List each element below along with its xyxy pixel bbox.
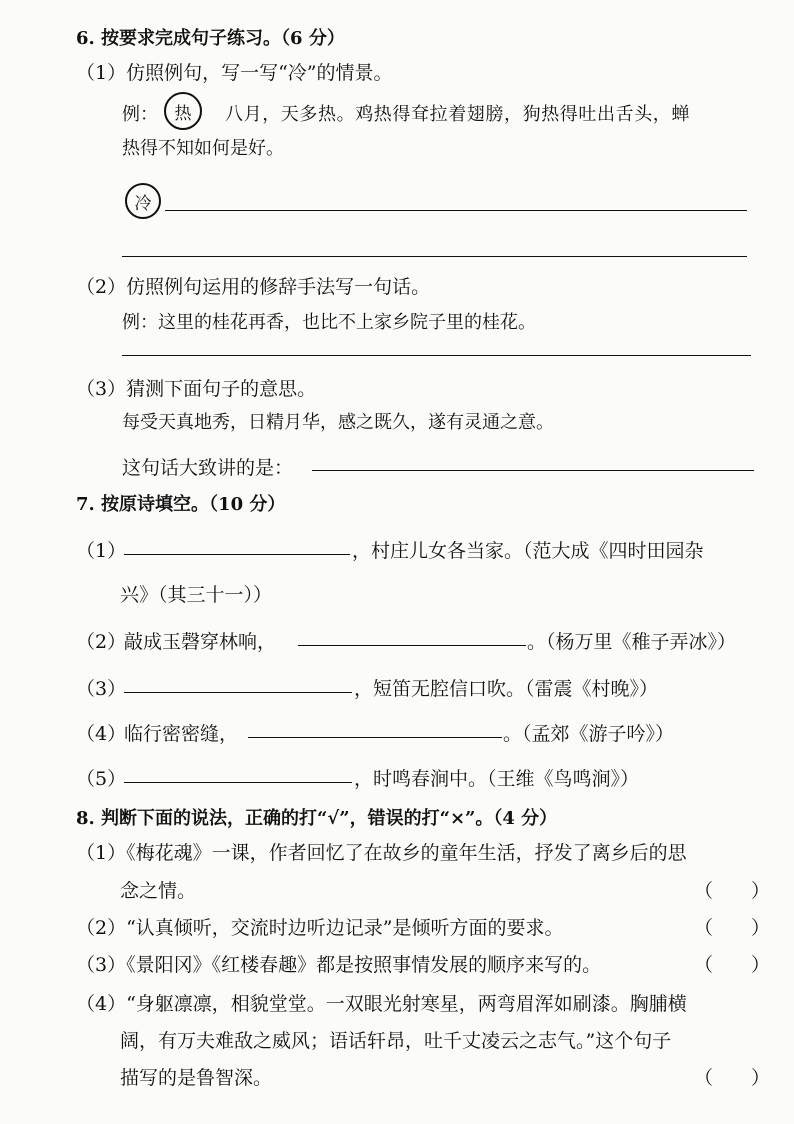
example-circle-char: 热 [174, 103, 192, 124]
q8-title: 8. 判断下面的说法，正确的打“√”，错误的打“×”。（4 分） [76, 808, 558, 829]
q8-item4-line2: 阔，有万夫难敌之威风；语话轩昂，吐千丈凌云之志气。”这个句子 [120, 1030, 672, 1052]
q7-item4-before: 临行密密缝， [124, 723, 239, 745]
paren-close: ） [751, 917, 771, 939]
q7-item4-blank[interactable] [248, 737, 502, 738]
q6-part2-answer-line[interactable] [122, 355, 751, 356]
q7-item1-cont: 兴》（其三十一）） [120, 584, 273, 606]
paren-open: （ [694, 880, 714, 902]
q6-part1-label: （1）仿照例句，写一写“冷”的情景。 [76, 62, 393, 84]
q6-part2-label: （2）仿照例句运用的修辞手法写一句话。 [76, 276, 431, 298]
q8-item4-line1: （4）“身躯凛凛，相貌堂堂。一双眼光射寒星，两弯眉浑如刷漆。胸脯横 [76, 993, 687, 1015]
q8-item2-line1: （2）“认真倾听，交流时边听边记录”是倾听方面的要求。 [76, 917, 564, 939]
answer-circle-leng [125, 183, 161, 219]
paren-close: ） [751, 1067, 771, 1089]
example-circle-re [164, 92, 202, 130]
q6-example-prefix: 例： [122, 104, 158, 125]
paren-close: ） [751, 880, 771, 902]
q6-example-line2: 热得不知如何是好。 [122, 138, 284, 159]
q8-item1-answer-bracket[interactable] [694, 876, 770, 903]
q7-item2-after: 。（杨万里《稚子弄冰》） [527, 631, 737, 653]
q6-part1-answer-line-1[interactable] [165, 210, 747, 211]
q7-item1-after: ，村庄儿女各当家。（范大成《四时田园杂 [352, 540, 704, 562]
q7-item1-blank[interactable] [124, 554, 350, 555]
q6-example-line1: 八月，天多热。鸡热得耷拉着翅膀，狗热得吐出舌头，蝉 [225, 104, 690, 125]
q6-part3-sentence: 每受天真地秀，日精月华，感之既久，遂有灵通之意。 [122, 412, 554, 433]
q8-item4-answer-bracket[interactable] [694, 1063, 770, 1090]
q6-part3-prompt: 这句话大致讲的是： [122, 457, 294, 479]
q6-part3-answer-line[interactable] [312, 470, 754, 471]
q6-part1-answer-line-2[interactable] [122, 256, 747, 257]
q6-part3-label: （3）猜测下面句子的意思。 [76, 378, 317, 400]
paren-open: （ [694, 1067, 714, 1089]
q7-item5-blank[interactable] [124, 782, 352, 783]
q8-item4-line3: 描写的是鲁智深。 [120, 1067, 273, 1089]
q6-part2-example: 例：这里的桂花再香，也比不上家乡院子里的桂花。 [122, 312, 536, 333]
q7-item2-num: （2） [76, 631, 127, 653]
q7-item3-after: ，短笛无腔信口吹。（雷震《村晚》） [354, 678, 659, 700]
q7-item5-after: ，时鸣春涧中。（王维《鸟鸣涧》） [354, 768, 640, 790]
q7-item1-num: （1） [76, 540, 127, 562]
paren-open: （ [694, 917, 714, 939]
q8-item1-line2: 念之情。 [120, 880, 197, 902]
q7-item2-blank[interactable] [298, 645, 526, 646]
q8-item3-answer-bracket[interactable] [694, 950, 770, 977]
q8-item1-line1: （1）《梅花魂》一课，作者回忆了在故乡的童年生活，抒发了离乡后的思 [76, 842, 687, 864]
q8-item2-answer-bracket[interactable] [694, 913, 770, 940]
q7-title: 7. 按原诗填空。（10 分） [76, 494, 286, 515]
q7-item4-num: （4） [76, 723, 127, 745]
paren-close: ） [751, 954, 771, 976]
q7-item5-num: （5） [76, 768, 127, 790]
q8-item3-line1: （3）《景阳冈》《红楼春趣》都是按照事情发展的顺序来写的。 [76, 954, 602, 976]
q7-item3-blank[interactable] [124, 692, 352, 693]
q7-item2-before: 敲成玉磬穿林响， [124, 631, 277, 653]
q7-item3-num: （3） [76, 678, 127, 700]
paren-open: （ [694, 954, 714, 976]
answer-circle-char: 冷 [134, 193, 152, 214]
q6-title: 6. 按要求完成句子练习。（6 分） [76, 28, 345, 49]
q7-item4-after: 。（孟郊《游子吟》） [503, 723, 675, 745]
